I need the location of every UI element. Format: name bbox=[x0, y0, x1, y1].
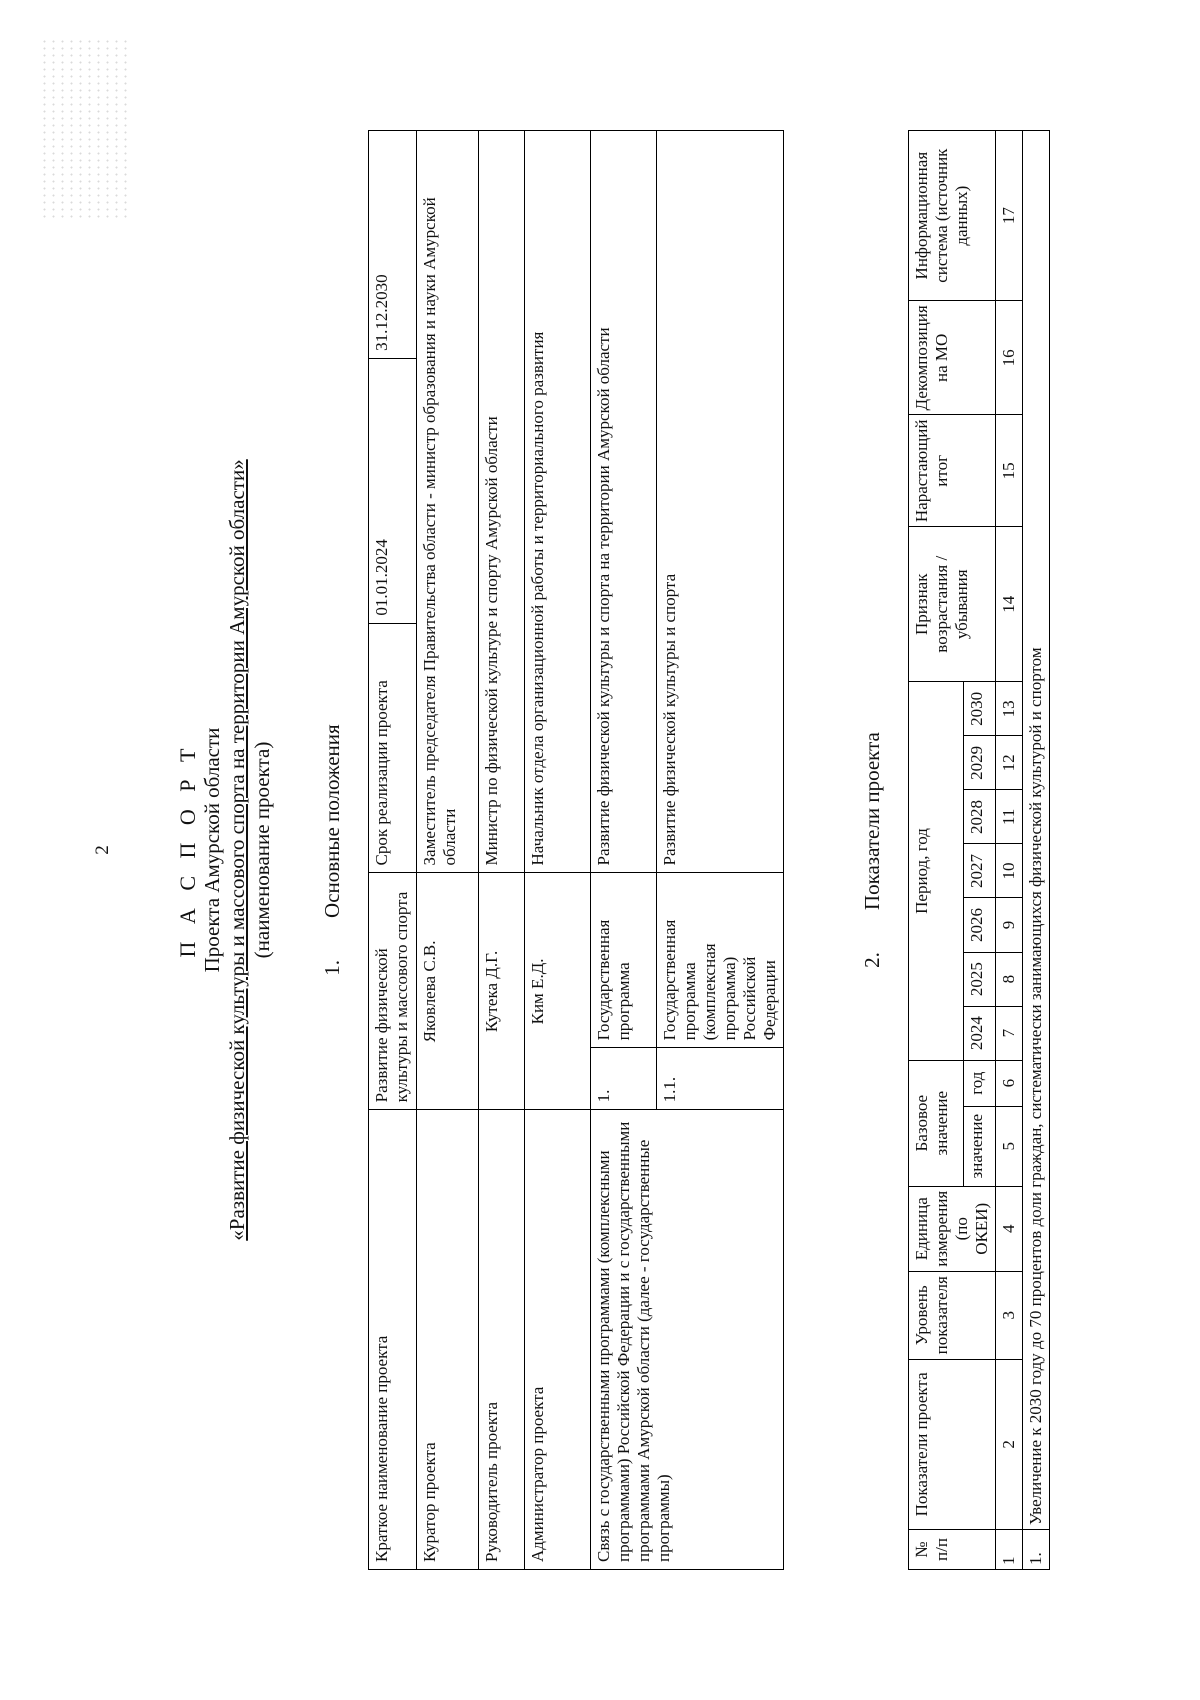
curator-label: Куратор проекта bbox=[417, 1110, 479, 1570]
term-end: 31.12.2030 bbox=[369, 131, 417, 359]
section-1-number: 1. bbox=[320, 959, 344, 976]
year-cell: 2028 bbox=[964, 790, 996, 844]
header-period: Период, год bbox=[909, 682, 964, 1060]
short-name-label: Краткое наименование проекта bbox=[369, 1110, 417, 1570]
document-header bbox=[175, 0, 275, 1700]
year-cell: 2030 bbox=[964, 682, 996, 736]
leader-position: Министр по физической культуре и спорту Амурской области bbox=[479, 131, 525, 873]
col-number: 11 bbox=[996, 790, 1023, 844]
year-cell: 2026 bbox=[964, 898, 996, 952]
header-indicator: Показатели проекта bbox=[909, 1359, 996, 1529]
table-row bbox=[417, 131, 479, 1570]
col-number: 3 bbox=[996, 1271, 1023, 1359]
project-region: Проекта Амурской области bbox=[200, 727, 224, 973]
project-name: «Развитие физической культуры и массового спорта на территории Амурской области» bbox=[225, 459, 249, 1241]
header-cumulative: Нарастающий итог bbox=[909, 415, 996, 527]
table-row bbox=[1023, 131, 1050, 1570]
col-number: 1 bbox=[996, 1529, 1023, 1569]
admin-name: Ким Е.Д. bbox=[525, 873, 591, 1110]
main-provisions-table bbox=[368, 130, 784, 1570]
col-number: 5 bbox=[996, 1106, 1023, 1186]
section-2-number: 2. bbox=[860, 952, 884, 968]
col-number: 7 bbox=[996, 1006, 1023, 1060]
col-number: 9 bbox=[996, 898, 1023, 952]
table-row bbox=[525, 131, 591, 1570]
link-row-type: Государственная программа (комплексная программа) Российской Федерации bbox=[657, 873, 784, 1048]
col-number: 13 bbox=[996, 682, 1023, 736]
short-name-value: Развитие физической культуры и массового спорта bbox=[369, 873, 417, 1110]
year-cell: 2029 bbox=[964, 736, 996, 790]
header-base-value: значение bbox=[964, 1106, 996, 1186]
table-row bbox=[369, 131, 417, 1570]
section-1-title: Основные положения bbox=[320, 724, 344, 918]
header-level: Уровень показателя bbox=[909, 1271, 996, 1359]
leader-name: Кутека Д.Г. bbox=[479, 873, 525, 1110]
col-number: 14 bbox=[996, 527, 1023, 682]
header-base: Базовое значение bbox=[909, 1060, 964, 1186]
programs-link-label: Связь с государственными программами (комплексными программами) Российской Федерации и с государственными программами Амурской области (далее - государственные программы) bbox=[591, 1110, 784, 1570]
goal-row-text: Увеличение к 2030 году до 70 процентов доли граждан, систематически занимающихся физической культурой и спортом bbox=[1023, 131, 1050, 1530]
link-row-num: 1.1. bbox=[657, 1048, 784, 1110]
year-cell: 2025 bbox=[964, 952, 996, 1006]
project-name-caption: (наименование проекта) bbox=[250, 741, 274, 959]
admin-label: Администратор проекта bbox=[525, 1110, 591, 1570]
term-label: Срок реализации проекта bbox=[369, 623, 417, 873]
indicators-table bbox=[908, 130, 1050, 1570]
column-number-row bbox=[996, 131, 1023, 1570]
link-row-type: Государственная программа bbox=[591, 873, 657, 1048]
header-unit: Единица измерения (по ОКЕИ) bbox=[909, 1186, 996, 1271]
leader-label: Руководитель проекта bbox=[479, 1110, 525, 1570]
scan-noise bbox=[40, 40, 130, 220]
link-row-program: Развитие физической культуры и спорта bbox=[657, 131, 784, 873]
link-row-program: Развитие физической культуры и спорта на территории Амурской области bbox=[591, 131, 657, 873]
term-start: 01.01.2024 bbox=[369, 358, 417, 623]
col-number: 2 bbox=[996, 1359, 1023, 1529]
admin-position: Начальник отдела организационной работы и территориального развития bbox=[525, 131, 591, 873]
col-number: 17 bbox=[996, 131, 1023, 301]
table-header-row bbox=[909, 131, 964, 1570]
row-number: 1. bbox=[1023, 1529, 1050, 1569]
col-number: 6 bbox=[996, 1060, 1023, 1106]
section-2-title: Показатели проекта bbox=[860, 732, 884, 911]
col-number: 8 bbox=[996, 952, 1023, 1006]
header-num: № п/п bbox=[909, 1529, 996, 1569]
col-number: 10 bbox=[996, 844, 1023, 898]
col-number: 4 bbox=[996, 1186, 1023, 1271]
table-row bbox=[479, 131, 525, 1570]
header-infosystem: Информационная система (источник данных) bbox=[909, 131, 996, 301]
curator-position: Заместитель председателя Правительства области - министр образования и науки Амурской области bbox=[417, 131, 479, 873]
col-number: 15 bbox=[996, 415, 1023, 527]
year-cell: 2027 bbox=[964, 844, 996, 898]
passport-title: П А С П О Р Т bbox=[175, 742, 200, 958]
page-number: 2 bbox=[92, 845, 113, 855]
header-sign: Признак возрастания / убывания bbox=[909, 527, 996, 682]
link-row-num: 1. bbox=[591, 1048, 657, 1110]
header-decomposition: Декомпозиция на МО bbox=[909, 301, 996, 415]
section-1-heading bbox=[320, 0, 345, 1700]
col-number: 12 bbox=[996, 736, 1023, 790]
col-number: 16 bbox=[996, 301, 1023, 415]
section-2-heading bbox=[860, 0, 885, 1700]
table-row bbox=[591, 131, 657, 1570]
curator-name: Яковлева С.В. bbox=[417, 873, 479, 1110]
year-cell: 2024 bbox=[964, 1006, 996, 1060]
header-base-year: год bbox=[964, 1060, 996, 1106]
